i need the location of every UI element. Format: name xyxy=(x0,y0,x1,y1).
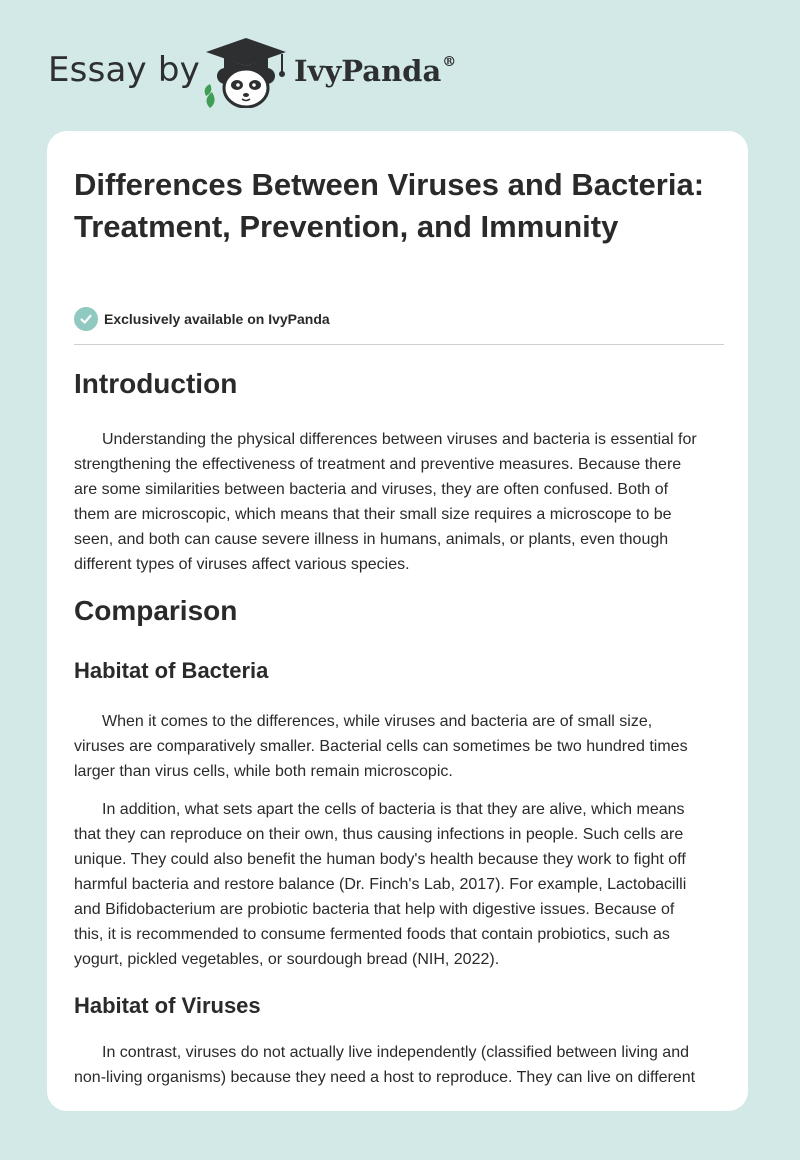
text-line: larger than virus cells, while both remain microscopic. xyxy=(74,763,453,780)
viruses-paragraph-1 xyxy=(74,1040,726,1090)
text-line: In addition, what sets apart the cells of bacteria is that they are alive, which means xyxy=(102,801,685,818)
ivypanda-logo-icon[interactable] xyxy=(198,36,294,108)
introduction-heading: Introduction xyxy=(74,368,238,399)
text-line: that they can reproduce on their own, thus causing infections in people. Such cells are xyxy=(74,826,684,843)
text-line: and Bifidobacterium are probiotic bacteria that help with digestive issues. Because of xyxy=(74,901,675,918)
text-line: In contrast, viruses do not actually live independently (classified between living and xyxy=(102,1044,689,1061)
text-line: different types of viruses affect various species. xyxy=(74,556,410,573)
text-line: viruses are comparatively smaller. Bacterial cells can sometimes be two hundred times xyxy=(74,738,688,755)
text-line: Understanding the physical differences between viruses and bacteria is essential for xyxy=(102,431,697,448)
exclusive-badge xyxy=(74,306,330,332)
bacteria-habitat-heading: Habitat of Bacteria xyxy=(74,658,269,683)
exclusive-label: Exclusively available on IvyPanda xyxy=(104,311,330,327)
essay-title: Differences Between Viruses and Bacteria: Treatment, Prevention, and Immunity xyxy=(74,167,705,244)
text-line: non-living organisms) because they need a host to reproduce. They can live on different xyxy=(74,1069,696,1086)
brand-name[interactable]: IvyPanda® xyxy=(294,54,457,88)
text-line: unique. They could also benefit the human body's health because they work to fight off xyxy=(74,851,686,868)
checkmark-icon xyxy=(74,307,98,331)
site-header xyxy=(0,0,800,130)
text-line: them are microscopic, which means that their small size requires a microscope to be xyxy=(74,506,672,523)
text-line: harmful bacteria and restore balance (Dr. Finch's Lab, 2017). For example, Lactobacilli xyxy=(74,876,687,893)
text-line: this, it is recommended to consume fermented foods that contain probiotics, such as xyxy=(74,926,670,943)
text-line: yogurt, pickled vegetables, or sourdough bread (NIH, 2022). xyxy=(74,951,500,968)
text-line: are some similarities between bacteria and viruses, they are often confused. Both of xyxy=(74,481,669,498)
title-divider xyxy=(74,344,724,345)
bacteria-paragraph-1 xyxy=(74,709,726,784)
essay-by-label: Essay by xyxy=(48,50,200,90)
viruses-habitat-heading: Habitat of Viruses xyxy=(74,993,261,1018)
text-line: seen, and both can cause severe illness in humans, animals, or plants, even though xyxy=(74,531,669,548)
text-line: strengthening the effectiveness of treatment and preventive measures. Because there xyxy=(74,456,682,473)
bacteria-paragraph-2 xyxy=(74,797,726,972)
text-line: When it comes to the differences, while viruses and bacteria are of small size, xyxy=(102,713,653,730)
registered-mark: ® xyxy=(442,54,457,71)
essay-card xyxy=(47,131,748,1111)
introduction-paragraph xyxy=(74,427,726,577)
comparison-heading: Comparison xyxy=(74,595,238,626)
